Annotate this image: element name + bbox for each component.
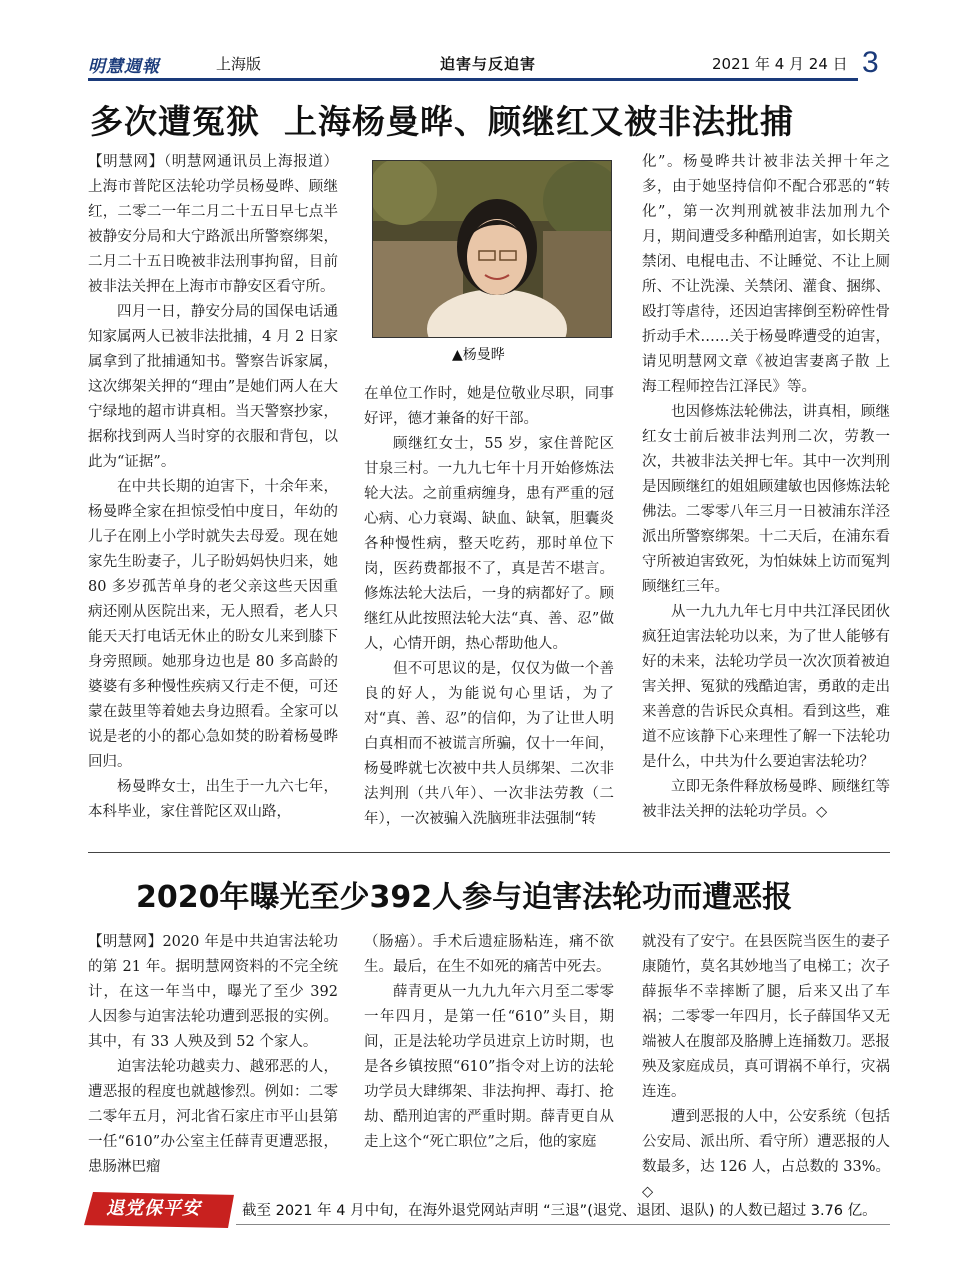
header-rule (88, 78, 858, 81)
footer-note: 截至 2021 年 4 月中旬，在海外退党网站声明 “三退”(退党、退团、退队) 的人数已超过 3.76 亿。 (242, 1203, 877, 1219)
paragraph: 四月一日，静安分局的国保电话通知家属两人已被非法批捕，4 月 2 日家属拿到了批捕通知书。警察告诉家属，这次绑架关押的“理由”是她们两人在大宁绿地的超市讲真相。当天警察抄家，据称找到两人当时穿的衣服和背包，以此为“证据”。 (88, 304, 338, 470)
paragraph: 顾继红女士，55 岁，家住普陀区甘泉三村。一九九七年十月开始修炼法轮大法。之前重病缠身，患有严重的冠心病、心力衰竭、缺血、缺氧，胆囊炎各种慢性病，整天吃药，那时单位下岗，医药费都报不了，真是苦不堪言。修炼法轮大法后，一身的病都好了。顾继红从此按照法轮大法“真、善、忍”做人，心情开朗，热心帮助他人。 (364, 436, 614, 652)
article1-headline (90, 96, 890, 143)
footer-rule (236, 1224, 890, 1225)
paragraph: 薛青更从一九九九年六月至二零零一年四月，是第一任“610”头目，期间，正是法轮功学员进京上访时期，也是各乡镇按照“610”指令对上访的法轮功学员大肆绑架、非法拘押、毒打、抢劫、酷刑迫害的严重时期。薛青更自从走上这个“死亡职位”之后，他的家庭 (364, 984, 614, 1150)
article2-headline: 2020年曝光至少392人参与迫害法轮功而遭恶报 (136, 880, 793, 915)
page-number: 3 (862, 46, 879, 79)
article2-column-1 (88, 930, 338, 1180)
paragraph: （肠癌）。手术后遗症肠粘连，痛不欲生。最后，在生不如死的痛苦中死去。 (364, 934, 614, 975)
footer-banner: 退党保平安 (106, 1198, 201, 1219)
paragraph: 迫害法轮功越卖力、越邪恶的人，遭恶报的程度也就越惨烈。例如：二零二零年五月，河北省石家庄市平山县第一任“610”办公室主任薛青更遭恶报，患肠淋巴瘤 (88, 1059, 338, 1175)
paragraph: 就没有了安宁。在县医院当医生的妻子康随竹，莫名其妙地当了电梯工；次子薛振华不幸摔断了腿，后来又出了车祸；二零零一年四月，长子薛国华又无端被人在腹部及胳膊上连捅数刀。恶报殃及家庭成员，真可谓祸不单行，灾祸连连。 (642, 934, 890, 1100)
article-divider (88, 852, 890, 853)
article1-column-3 (642, 150, 890, 825)
paragraph: 也因修炼法轮佛法，讲真相，顾继红女士前后被非法判刑二次，劳教一次，共被非法关押七年。其中一次判刑是因顾继红的姐姐顾建敏也因修炼法轮佛法。二零零八年三月一日被浦东洋泾派出所警察绑架。十二天后，在浦东看守所被迫害致死，为怕妹妹上访而冤判顾继红三年。 (642, 404, 890, 595)
article1-column-2 (364, 382, 614, 832)
article1-column-1 (88, 150, 338, 825)
section-title: 迫害与反迫害 (440, 55, 537, 73)
paragraph: 遭到恶报的人中，公安系统（包括公安局、派出所、看守所）遭恶报的人数最多，达 126 人，占总数的 33%。◇ (642, 1109, 890, 1200)
paragraph: 【明慧网】（明慧网通讯员上海报道）上海市普陀区法轮功学员杨曼晔、顾继红，二零二一年二月二十五日早七点半被静安分局和大宁路派出所警察绑架，二月二十五日晚被非法刑事拘留，目前被非法关押在上海市市静安区看守所。 (88, 154, 338, 295)
paragraph: 从一九九九年七月中共江泽民团伙疯狂迫害法轮功以来，为了世人能够有好的未来，法轮功学员一次次顶着被迫害关押、冤狱的残酷迫害，勇敢的走出来善意的告诉民众真相。看到这些，难道不应该静下心来理性了解一下法轮功是什么，中共为什么要迫害法轮功？ (642, 604, 890, 770)
paragraph: 化”。杨曼晔共计被非法关押十年之多，由于她坚持信仰不配合邪恶的“转化”，第一次判刑就被非法加刑九个月，期间遭受多种酷刑迫害，如长期关禁闭、电棍电击、不让睡觉、不让上厕所、不让洗澡、关禁闭、灌食、捆绑、殴打等虐待，还因迫害摔倒至粉碎性骨折动手术……关于杨曼晔遭受的迫害，请见明慧网文章《被迫害妻离子散 上海工程师控告江泽民》等。 (642, 154, 890, 395)
paragraph: 但不可思议的是，仅仅为做一个善良的好人，为能说句心里话，为了对“真、善、忍”的信仰，为了让世人明白真相而不被谎言所骗，仅十一年间，杨曼晔就七次被中共人员绑架、二次非法判刑（共八年）、一次非法劳教（二年），一次被骗入洗脑班非法强制“转 (364, 661, 614, 827)
article1-headline-part1: 多次遭冤狱 (90, 102, 260, 141)
issue-date: 2021 年 4 月 24 日 (712, 55, 848, 73)
paragraph: 在单位工作时，她是位敬业尽职，同事好评，德才兼备的好干部。 (364, 386, 614, 427)
portrait-photo (372, 160, 612, 338)
paragraph: 【明慧网】2020 年是中共迫害法轮功的第 21 年。据明慧网资料的不完全统计，在这一年当中，曝光了至少 392 人因参与迫害法轮功遭到恶报的实例。其中，有 33 人殃及到 52 个家人。 (88, 934, 338, 1050)
masthead-logo: 明慧週報 (88, 57, 160, 77)
photo-caption: ▲杨曼晔 (452, 347, 505, 363)
paragraph: 在中共长期的迫害下，十余年来，杨曼晔全家在担惊受怕中度日，年幼的儿子在刚上小学时就失去母爱。现在她家先生盼妻子，儿子盼妈妈快归来，她 80 多岁孤苦单身的老父亲这些天因重病还刚从医院出来，无人照看，老人只能天天打电话无休止的盼女儿来到膝下身旁照顾。她那身边也是 80 多高龄的婆婆有多种慢性疾病又行走不便，可还蒙在鼓里等着她去身边照看。全家可以说是老的小的都心急如焚的盼着杨曼晔回归。 (88, 479, 338, 770)
portrait-photo-image (373, 161, 612, 338)
page-header (88, 46, 888, 79)
paragraph: 立即无条件释放杨曼晔、顾继红等被非法关押的法轮功学员。◇ (642, 779, 890, 820)
article1-headline-part2: 上海杨曼晔、顾继红又被非法批捕 (284, 102, 794, 141)
article2-column-2 (364, 930, 614, 1155)
article2-column-3 (642, 930, 890, 1205)
edition-label: 上海版 (216, 55, 262, 73)
paragraph: 杨曼晔女士，出生于一九六七年，本科毕业，家住普陀区双山路， (88, 779, 338, 820)
